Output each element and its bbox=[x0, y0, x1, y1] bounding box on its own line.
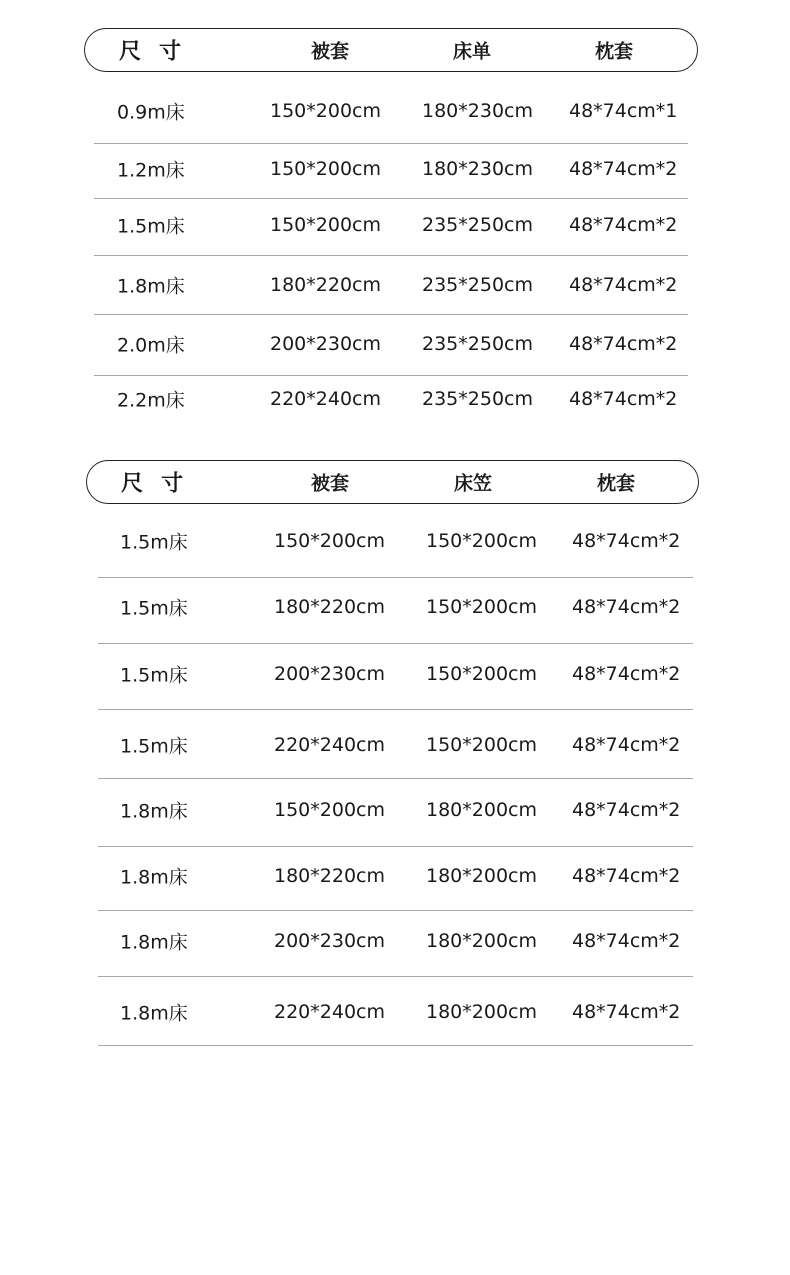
row-divider bbox=[94, 143, 688, 144]
cell-sheet: 150*200cm bbox=[426, 596, 537, 618]
row-divider bbox=[94, 314, 688, 315]
table-header bbox=[86, 460, 699, 504]
cell-sheet: 180*200cm bbox=[426, 799, 537, 821]
cell-size: 1.5m床 bbox=[117, 215, 185, 238]
header-duvet-cover: 被套 bbox=[311, 40, 350, 63]
cell-pillowcase: 48*74cm*2 bbox=[572, 799, 681, 821]
cell-pillowcase: 48*74cm*2 bbox=[569, 214, 678, 236]
size-table-2 bbox=[86, 460, 699, 1025]
cell-duvet-cover: 200*230cm bbox=[274, 663, 385, 685]
cell-sheet: 150*200cm bbox=[426, 530, 537, 552]
cell-duvet-cover: 150*200cm bbox=[274, 530, 385, 552]
cell-pillowcase: 48*74cm*2 bbox=[572, 1001, 681, 1023]
cell-duvet-cover: 200*230cm bbox=[274, 930, 385, 952]
cell-pillowcase: 48*74cm*2 bbox=[572, 596, 681, 618]
cell-duvet-cover: 200*230cm bbox=[270, 333, 381, 355]
cell-pillowcase: 48*74cm*2 bbox=[572, 930, 681, 952]
cell-size: 1.8m床 bbox=[120, 800, 188, 823]
cell-size: 1.8m床 bbox=[117, 275, 185, 298]
cell-size: 1.8m床 bbox=[120, 1002, 188, 1025]
cell-duvet-cover: 220*240cm bbox=[274, 1001, 385, 1023]
cell-pillowcase: 48*74cm*2 bbox=[569, 388, 678, 410]
cell-sheet: 150*200cm bbox=[426, 663, 537, 685]
cell-duvet-cover: 180*220cm bbox=[274, 865, 385, 887]
row-divider bbox=[98, 778, 693, 779]
cell-duvet-cover: 180*220cm bbox=[274, 596, 385, 618]
cell-duvet-cover: 150*200cm bbox=[270, 100, 381, 122]
header-pillowcase: 枕套 bbox=[595, 40, 634, 63]
header-size: 尺寸 bbox=[121, 471, 202, 497]
cell-sheet: 235*250cm bbox=[422, 214, 533, 236]
row-divider bbox=[98, 643, 693, 644]
cell-sheet: 235*250cm bbox=[422, 274, 533, 296]
cell-sheet: 235*250cm bbox=[422, 333, 533, 355]
cell-size: 0.9m床 bbox=[117, 101, 185, 124]
cell-sheet: 180*230cm bbox=[422, 158, 533, 180]
header-duvet-cover: 被套 bbox=[311, 472, 350, 495]
cell-duvet-cover: 180*220cm bbox=[270, 274, 381, 296]
cell-size: 1.5m床 bbox=[120, 735, 188, 758]
cell-duvet-cover: 220*240cm bbox=[274, 734, 385, 756]
header-size: 尺寸 bbox=[119, 39, 200, 65]
table-header bbox=[84, 28, 698, 72]
cell-sheet: 180*230cm bbox=[422, 100, 533, 122]
row-divider bbox=[94, 198, 688, 199]
cell-duvet-cover: 150*200cm bbox=[270, 158, 381, 180]
cell-size: 2.0m床 bbox=[117, 334, 185, 357]
cell-size: 1.8m床 bbox=[120, 931, 188, 954]
cell-pillowcase: 48*74cm*2 bbox=[569, 274, 678, 296]
cell-size: 1.5m床 bbox=[120, 664, 188, 687]
cell-pillowcase: 48*74cm*2 bbox=[572, 530, 681, 552]
row-divider bbox=[94, 375, 688, 376]
cell-sheet: 150*200cm bbox=[426, 734, 537, 756]
cell-pillowcase: 48*74cm*1 bbox=[569, 100, 678, 122]
cell-sheet: 235*250cm bbox=[422, 388, 533, 410]
header-bed-sheet: 床单 bbox=[453, 40, 492, 63]
cell-pillowcase: 48*74cm*2 bbox=[572, 663, 681, 685]
header-pillowcase: 枕套 bbox=[597, 472, 636, 495]
cell-size: 1.5m床 bbox=[120, 597, 188, 620]
cell-duvet-cover: 150*200cm bbox=[274, 799, 385, 821]
cell-pillowcase: 48*74cm*2 bbox=[569, 333, 678, 355]
row-divider bbox=[98, 1045, 693, 1046]
row-divider bbox=[98, 577, 693, 578]
cell-pillowcase: 48*74cm*2 bbox=[572, 865, 681, 887]
cell-duvet-cover: 150*200cm bbox=[270, 214, 381, 236]
cell-sheet: 180*200cm bbox=[426, 865, 537, 887]
size-table-1 bbox=[84, 28, 698, 412]
cell-pillowcase: 48*74cm*2 bbox=[572, 734, 681, 756]
cell-size: 1.5m床 bbox=[120, 531, 188, 554]
cell-size: 1.2m床 bbox=[117, 159, 185, 182]
row-divider bbox=[98, 709, 693, 710]
cell-sheet: 180*200cm bbox=[426, 930, 537, 952]
header-fitted-sheet: 床笠 bbox=[454, 472, 493, 495]
row-divider bbox=[94, 255, 688, 256]
row-divider bbox=[98, 976, 693, 977]
cell-duvet-cover: 220*240cm bbox=[270, 388, 381, 410]
cell-sheet: 180*200cm bbox=[426, 1001, 537, 1023]
cell-size: 2.2m床 bbox=[117, 389, 185, 412]
row-divider bbox=[98, 910, 693, 911]
cell-pillowcase: 48*74cm*2 bbox=[569, 158, 678, 180]
cell-size: 1.8m床 bbox=[120, 866, 188, 889]
row-divider bbox=[98, 846, 693, 847]
